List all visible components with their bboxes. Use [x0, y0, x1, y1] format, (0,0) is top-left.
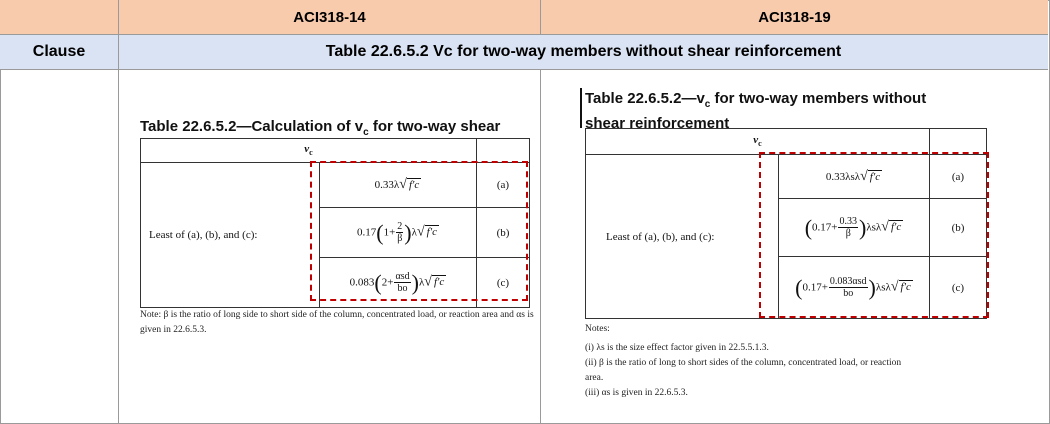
- aci19-eq-a-coef: 0.33λsλ: [825, 170, 861, 183]
- aci14-eq-b-one: 1+: [383, 226, 396, 239]
- aci19-title-text: Table 22.6.5.2—v: [585, 90, 705, 107]
- aci19-note-ii-cont: area.: [585, 373, 604, 383]
- aci19-eq-c: (0.17+ $\frac{\text{0.083αsd}}{bo}$ )λsλ√ f′c: [779, 257, 930, 319]
- aci14-eq-b-den: β: [397, 233, 403, 244]
- aci19-notes: [585, 322, 1005, 401]
- aci14-eq-c-coef: 0.083: [349, 276, 375, 289]
- aci14-eq-c-den: bo: [397, 283, 408, 294]
- aci14-tag-a: (a): [477, 163, 530, 208]
- aci19-head-sub: c: [758, 139, 762, 149]
- aci14-title-sub: c: [363, 127, 369, 138]
- clause-title: Table 22.6.5.2 Vc for two-way members without shear reinforcement: [119, 35, 1048, 70]
- aci14-eq-c-rest: λ: [418, 276, 425, 289]
- aci19-note-ii: (ii) β is the ratio of long to short sides of the column, concentrated load, or reaction: [585, 358, 902, 368]
- aci19-tag-a: (a): [930, 155, 987, 199]
- aci19-eq-a-fc: f′c: [869, 170, 881, 183]
- grid-line: [540, 0, 541, 35]
- header-corner: [0, 0, 118, 35]
- aci19-tag-b: (b): [930, 199, 987, 257]
- aci19-note-i: (i) λs is the size effect factor given in 22.5.5.1.3.: [585, 343, 769, 353]
- aci14-highlight-box: [310, 161, 528, 301]
- aci19-highlight-box: [759, 152, 989, 318]
- aci14-eq-a: 0.33λ√ f′c: [320, 163, 477, 208]
- aci19-eq-b-rest: λsλ: [866, 221, 882, 234]
- aci19-notes-label: Notes:: [585, 324, 610, 334]
- aci14-tag-c: (c): [477, 258, 530, 308]
- aci14-table-title: [140, 118, 500, 138]
- aci14-note: Note: β is the ratio of long side to short side of the column, concentrated load, or reaction area and αs is given in 22.6.5.3.: [140, 310, 534, 335]
- aci19-head-cell: [586, 129, 930, 155]
- aci19-eq-a: 0.33λsλ√ f′c: [779, 155, 930, 199]
- aci14-head-v: v: [304, 143, 310, 156]
- aci19-note-iii: (iii) αs is given in 22.6.5.3.: [585, 388, 688, 398]
- aci14-eq-a-fc: f′c: [408, 179, 420, 191]
- aci14-eq-b-rest: λ: [411, 226, 417, 239]
- header-col2: ACI318-19: [541, 0, 1048, 35]
- aci19-eq-b: (0.17+ $\frac{0.33}{\beta}$ )λsλ√ f′c: [779, 199, 930, 257]
- aci14-head-empty: [477, 139, 530, 163]
- aci19-eq-b-num: 0.33: [839, 216, 857, 227]
- aci14-eq-c-num: αsd: [395, 271, 410, 282]
- aci19-eq-c-den: bo: [843, 288, 854, 299]
- aci19-title-sub: c: [704, 99, 711, 110]
- aci19-least-label: Least of (a), (b), and (c):: [586, 155, 779, 319]
- aci14-head-cell: [141, 139, 477, 163]
- clause-label: Clause: [0, 35, 118, 70]
- aci14-eq-c-two: 2+: [381, 276, 394, 289]
- aci19-head-v: v: [753, 134, 759, 147]
- aci14-title-rest: for two-way shear: [368, 118, 501, 135]
- aci14-tag-b: (b): [477, 208, 530, 258]
- aci19-title-line2: shear reinforcement: [585, 115, 730, 132]
- aci19-eq-b-fc: f′c: [890, 221, 902, 234]
- aci14-eq-b-coef: 0.17: [356, 226, 377, 239]
- grid-line: [118, 0, 119, 424]
- header-col1: ACI318-14: [119, 0, 540, 35]
- aci19-tag-c: (c): [930, 257, 987, 319]
- aci19-title-rest: for two-way members without: [710, 90, 927, 107]
- aci19-eq-c-fc: f′c: [900, 281, 911, 294]
- aci14-eq-b-fc: f′c: [426, 226, 437, 239]
- aci14-head-sub: c: [309, 148, 313, 158]
- aci19-table-title: [585, 89, 926, 133]
- aci14-least-label: Least of (a), (b), and (c):: [141, 163, 320, 308]
- aci19-eq-b-den: β: [845, 228, 851, 239]
- aci14-eq-b-num: 2: [397, 221, 403, 232]
- aci14-eq-b: 0.17(1+ $\frac{2}{\beta}$ )λ√ f′c: [320, 208, 477, 258]
- aci19-title-bar: [580, 88, 582, 128]
- aci14-eq-c: 0.083(2+ $\frac{\text{αsd}}{bo}$ )λ√ f′c: [320, 258, 477, 308]
- aci14-eq-a-coef: 0.33λ: [374, 179, 400, 191]
- grid-line: [540, 70, 541, 424]
- aci19-eq-b-pre: 0.17+: [812, 221, 838, 234]
- aci19-eq-c-pre: 0.17+: [802, 281, 828, 294]
- aci14-eq-c-fc: f′c: [433, 276, 445, 289]
- aci19-head-empty: [930, 129, 987, 155]
- aci19-eq-c-rest: λsλ: [875, 281, 891, 294]
- aci19-eq-c-num: 0.083αsd: [829, 276, 867, 287]
- aci14-title-text: Table 22.6.5.2—Calculation of v: [140, 118, 364, 135]
